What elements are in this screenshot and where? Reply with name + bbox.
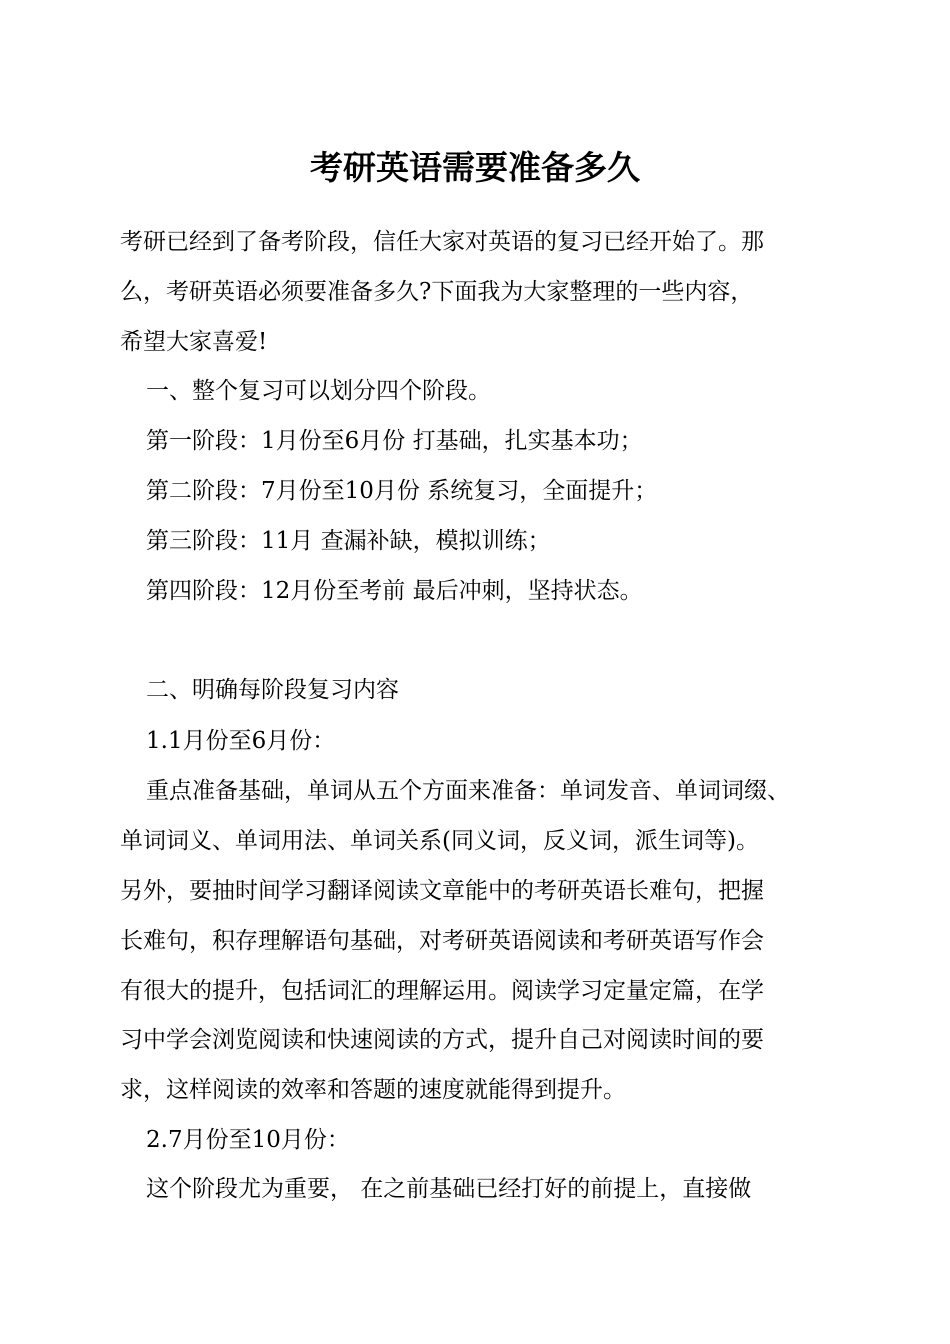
paragraph-line: 习中学会浏览阅读和快速阅读的方式，提升自己对阅读时间的要 (120, 1027, 764, 1053)
stage-line: 第二阶段：7月份至10月份 系统复习，全面提升； (146, 478, 658, 504)
sub-heading: 2.7月份至10月份： (146, 1127, 350, 1153)
section-heading: 一、整个复习可以划分四个阶段。 (146, 378, 491, 404)
stage-line: 第四阶段：12月份至考前 最后冲刺，坚持状态。 (146, 578, 643, 604)
paragraph-line: 重点准备基础，单词从五个方面来准备：单词发音、单词词缀、 (146, 778, 790, 804)
paragraph-line: 有很大的提升，包括词汇的理解运用。阅读学习定量定篇，在学 (120, 978, 764, 1004)
paragraph-line: 么，考研英语必须要准备多久?下面我为大家整理的一些内容， (120, 279, 754, 305)
stage-line: 第一阶段：1月份至6月份 打基础，扎实基本功； (146, 428, 643, 454)
sub-heading: 1.1月份至6月份： (146, 728, 336, 754)
paragraph-line: 另外，要抽时间学习翻译阅读文章能中的考研英语长难句，把握 (120, 878, 764, 904)
paragraph-line: 求，这样阅读的效率和答题的速度就能得到提升。 (120, 1077, 626, 1103)
paragraph-line: 单词词义、单词用法、单词关系(同义词，反义词，派生词等)。 (120, 828, 759, 854)
document-title: 考研英语需要准备多久 (310, 148, 640, 187)
section-heading: 二、明确每阶段复习内容 (146, 677, 399, 703)
stage-line: 第三阶段：11月 查漏补缺，模拟训练； (146, 528, 551, 554)
paragraph-line: 长难句，积存理解语句基础，对考研英语阅读和考研英语写作会 (120, 928, 764, 954)
paragraph-line: 这个阶段尤为重要， 在之前基础已经打好的前提上，直接做 (146, 1176, 752, 1202)
paragraph-line: 希望大家喜爱! (120, 329, 268, 355)
paragraph-line: 考研已经到了备考阶段，信任大家对英语的复习已经开始了。那 (120, 229, 764, 255)
